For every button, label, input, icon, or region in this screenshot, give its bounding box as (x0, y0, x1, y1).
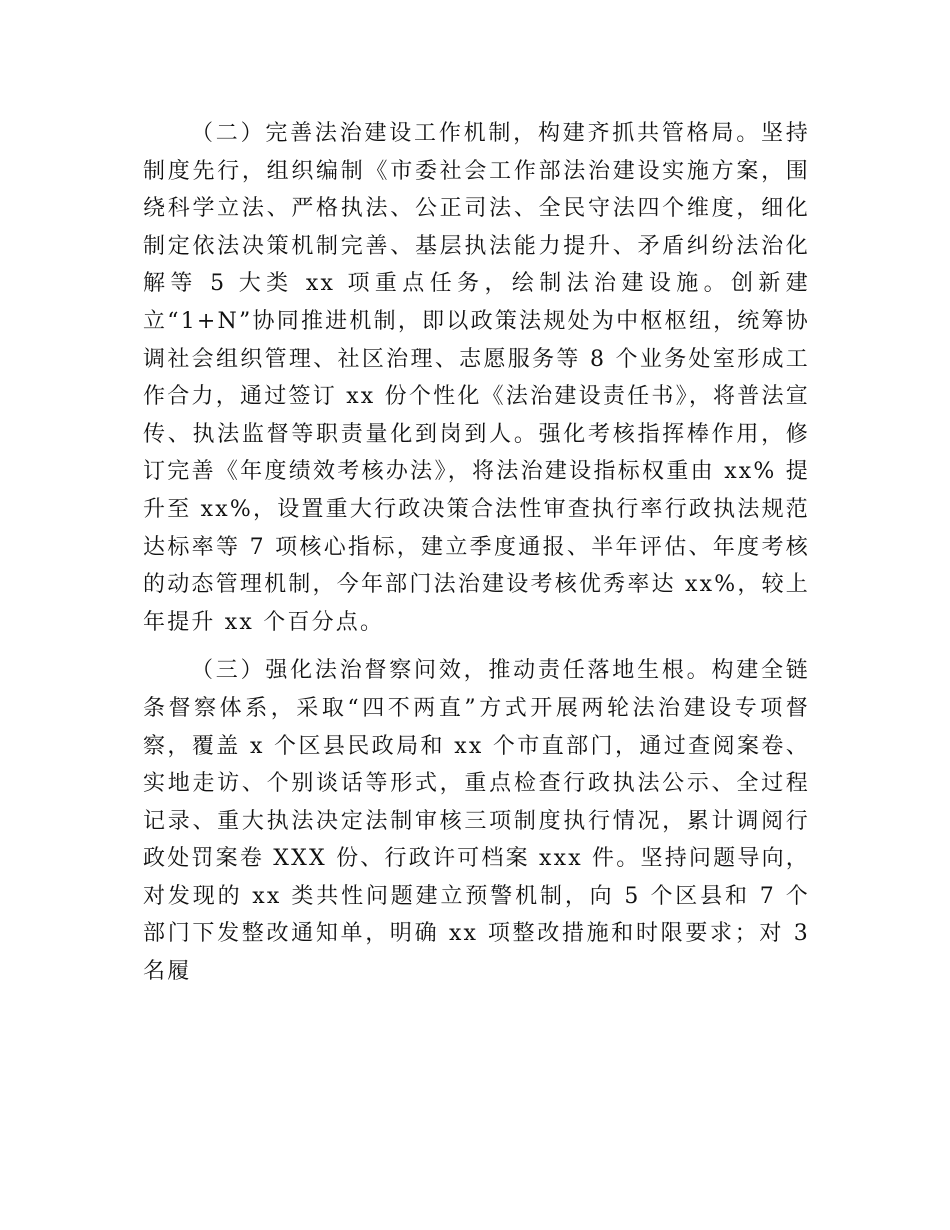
paragraph-section-2: （二）完善法治建设工作机制，构建齐抓共管格局。坚持制度先行，组织编制《市委社会工作部法治建设实施方案，围绕科学立法、严格执法、公正司法、全民守法四个维度，细化制定依法决策机制完善、基层执法能力提升、矛盾纠纷法治化解等 5 大类 xx 项重点任务，绘制法治建设施。创新建立“1+N”协同推进机制，即以政策法规处为中枢枢纽，统筹协调社会组织管理、社区治理、志愿服务等 8 个业务处室形成工作合力，通过签订 xx 份个性化《法治建设责任书》，将普法宣传、执法监督等职责量化到岗到人。强化考核指挥棒作用，修订完善《年度绩效考核办法》，将法治建设指标权重由 xx% 提升至 xx%，设置重大行政决策合法性审查执行率行政执法规范达标率等 7 项核心指标，建立季度通报、半年评估、年度考核的动态管理机制，今年部门法治建设考核优秀率达 xx%，较上年提升 xx 个百分点。 (143, 121, 810, 635)
document-body (143, 115, 810, 991)
paragraph-section-3: （三）强化法治督察问效，推动责任落地生根。构建全链条督察体系，采取“四不两直”方式开展两轮法治建设专项督察，覆盖 x 个区县民政局和 xx 个市直部门，通过查阅案卷、实地走访、个别谈话等形式，重点检查行政执法公示、全过程记录、重大执法决定法制审核三项制度执行情况，累计调阅行政处罚案卷 XXX 份、行政许可档案 xxx 件。坚持问题导向，对发现的 xx 类共性问题建立预警机制，向 5 个区县和 7 个部门下发整改通知单，明确 xx 项整改措施和时限要求；对 3 名履 (143, 658, 810, 985)
